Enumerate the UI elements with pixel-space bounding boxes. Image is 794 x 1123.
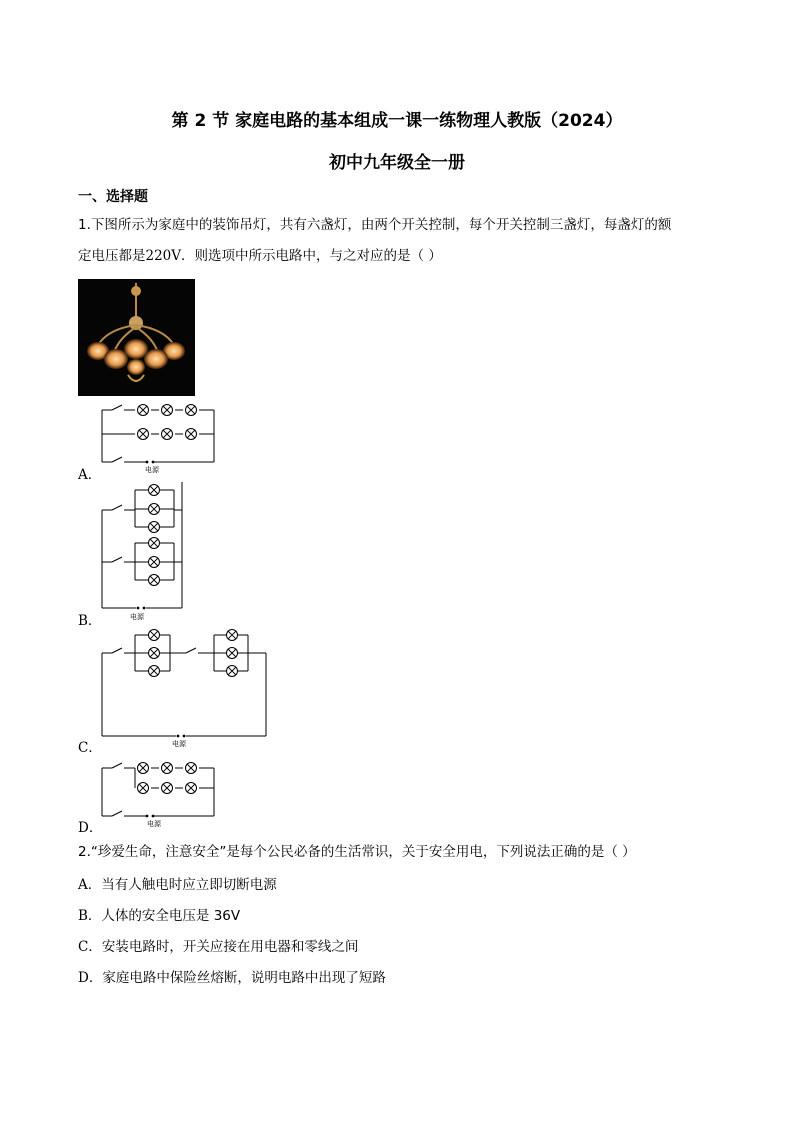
question-2-choice-a[interactable]: A．当有人触电时应立即切断电源 bbox=[78, 877, 277, 893]
question-1-line2-post: ．则选项中所示电路中，与之对应的是（ ） bbox=[181, 248, 442, 264]
circuit-diagram-d bbox=[98, 754, 222, 828]
question-2-choice-b[interactable]: B．人体的安全电压是 36V bbox=[78, 908, 241, 924]
power-source-label: 电源 bbox=[145, 466, 159, 474]
section-heading: 一、选择题 bbox=[78, 189, 148, 205]
question-2-choice-c[interactable]: C．安装电路时，开关应接在用电器和零线之间 bbox=[78, 939, 359, 955]
question-2-choice-d[interactable]: D．家庭电路中保险丝熔断，说明电路中出现了短路 bbox=[78, 970, 386, 986]
power-source-label: 电源 bbox=[147, 820, 161, 828]
question-2-number: 2. bbox=[78, 844, 91, 860]
option-a-letter[interactable]: A． bbox=[78, 467, 102, 483]
circuit-diagram-b bbox=[98, 482, 190, 621]
document-title-line2: 初中九年级全一册 bbox=[329, 153, 465, 173]
question-1-voltage: 220V bbox=[145, 248, 182, 264]
question-2-stem: “珍爱生命，注意安全”是每个公民必备的生活常识，关于安全用电，下列说法正确的是（ ） bbox=[90, 844, 636, 860]
question-2-text bbox=[78, 840, 636, 860]
power-source-label: 电源 bbox=[172, 740, 186, 748]
option-c-letter[interactable]: C． bbox=[78, 740, 102, 756]
document-title-line1: 第 2 节 家庭电路的基本组成一课一练物理人教版（2024） bbox=[171, 111, 623, 131]
option-d-letter[interactable]: D． bbox=[78, 820, 103, 836]
question-1-text bbox=[78, 210, 728, 272]
circuit-diagram-c bbox=[98, 628, 272, 748]
question-1-line1: 下图所示为家庭中的装饰吊灯，共有六盏灯，由两个开关控制，每个开关控制三盏灯，每盏灯的额 bbox=[90, 217, 672, 233]
circuit-diagram-a bbox=[98, 400, 222, 474]
question-1-line2-pre: 定电压都是 bbox=[78, 248, 146, 264]
power-source-label: 电源 bbox=[130, 613, 144, 621]
question-1-number: 1. bbox=[78, 217, 91, 233]
chandelier-photo bbox=[78, 279, 195, 396]
option-b-letter[interactable]: B． bbox=[78, 613, 102, 629]
